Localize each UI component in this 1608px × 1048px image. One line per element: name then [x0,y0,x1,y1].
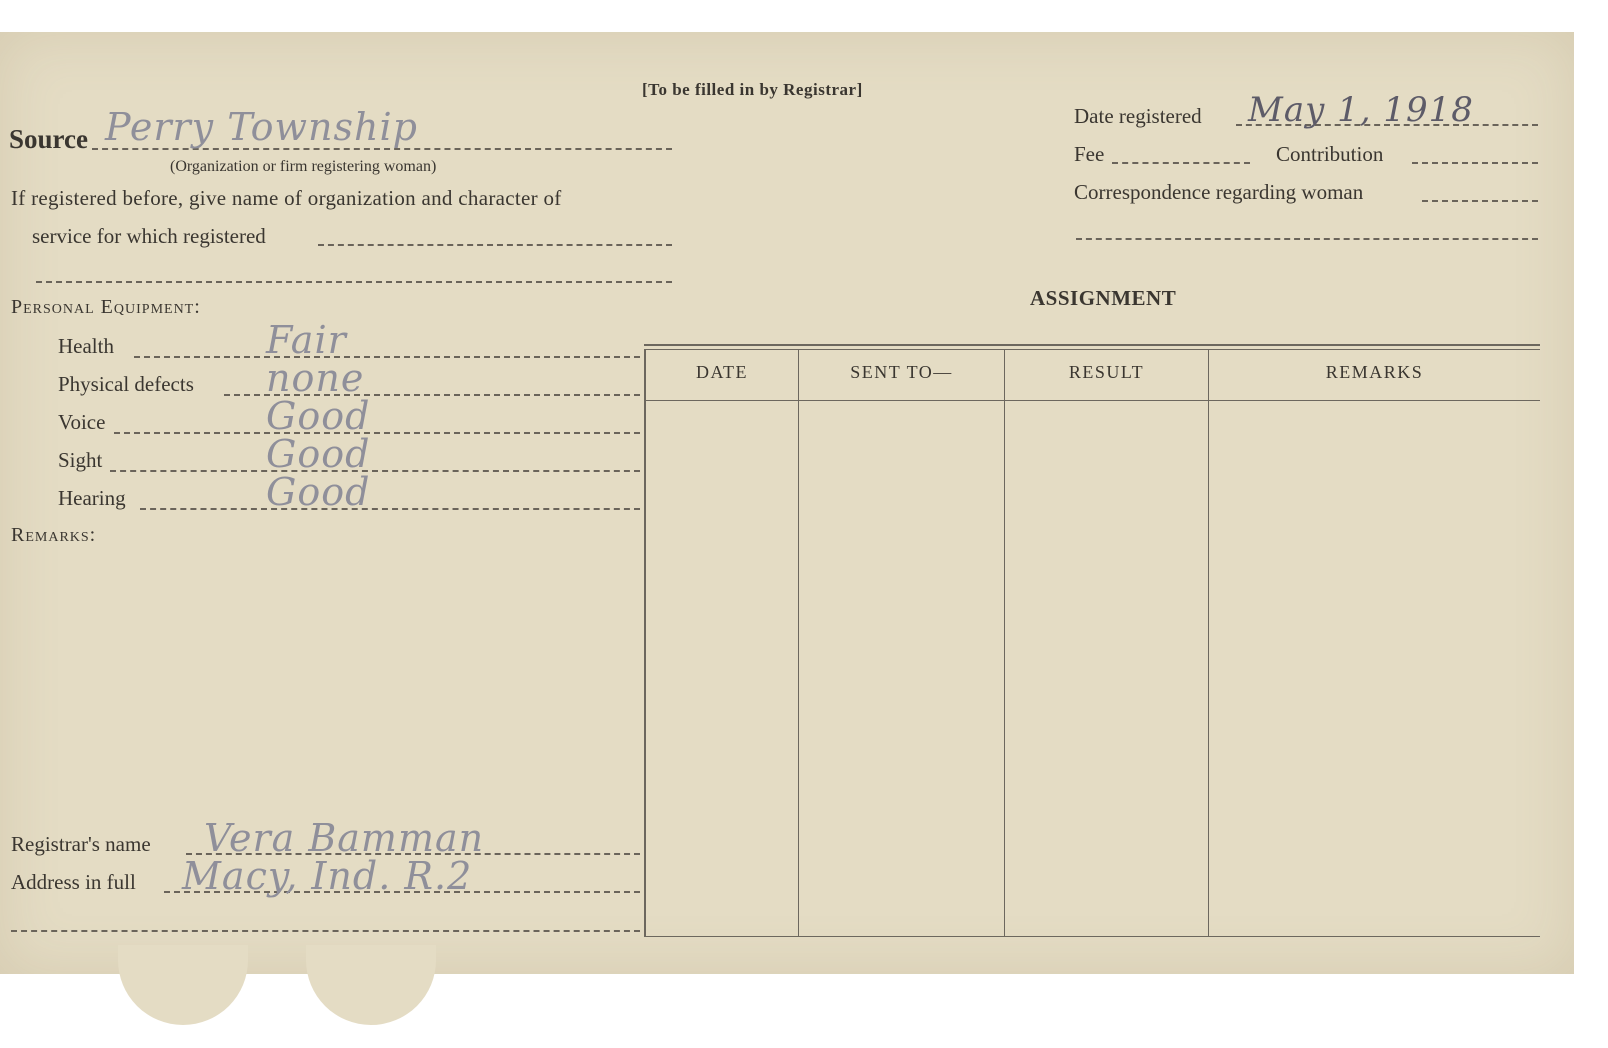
voice-line [114,432,640,434]
column-header-sent-to: SENT TO— [850,362,953,382]
source-caption: (Organization or firm registering woman) [170,158,437,175]
registrar-note: [To be filled in by Registrar] [642,80,863,99]
hearing-label: Hearing [58,486,126,510]
table-col-divider-0 [644,349,646,937]
hearing-line [140,508,640,510]
registrar-name-label: Registrar's name [11,832,151,856]
source-label: Source [9,124,88,154]
registered-before-line1: If registered before, give name of organization and character of [11,186,562,210]
sight-label: Sight [58,448,103,472]
table-col-divider-3 [1208,349,1209,937]
date-registered-value: May 1, 1918 [1248,90,1474,130]
column-header-remarks: REMARKS [1325,362,1424,382]
registered-before-line2: service for which registered [32,224,266,248]
health-value: Fair [266,318,347,362]
health-label: Health [58,334,114,358]
table-col-divider-1 [798,349,799,937]
table-col-divider-2 [1004,349,1005,937]
column-header-date: DATE [696,362,748,382]
assignment-title: ASSIGNMENT [1030,286,1177,310]
address-label: Address in full [11,870,136,894]
health-line [134,356,640,358]
voice-label: Voice [58,410,106,434]
fee-line [1112,162,1250,164]
table-header-rule [644,400,1540,401]
table-top-rule-2 [644,349,1540,350]
column-header-result: RESULT [1068,362,1145,382]
sight-line [110,470,640,472]
registrar-name-value: Vera Bamman [204,816,485,860]
date-registered-label: Date registered [1074,104,1202,128]
sight-value: Good [266,432,371,476]
personal-equipment-heading: Personal Equipment: [11,296,201,318]
address-line-2 [11,930,640,932]
address-value: Macy, Ind. R.2 [182,854,473,898]
table-top-rule [644,344,1540,346]
hearing-value: Good [266,470,371,514]
correspondence-line [1422,200,1538,202]
registered-before-line-2 [36,281,672,283]
source-value: Perry Township [105,105,418,149]
table-bottom-rule [644,936,1540,937]
card-tab-left [118,945,248,1025]
remarks-heading: Remarks: [11,524,97,546]
fee-label: Fee [1074,142,1105,166]
physical-defects-label: Physical defects [58,372,194,396]
physical-defects-value: none [266,356,365,400]
contribution-line [1412,162,1538,164]
correspondence-label: Correspondence regarding woman [1074,180,1364,204]
voice-value: Good [266,394,371,438]
correspondence-line-2 [1076,238,1538,240]
registered-before-line [318,244,672,246]
contribution-label: Contribution [1276,142,1384,166]
card-tab-right [306,945,436,1025]
